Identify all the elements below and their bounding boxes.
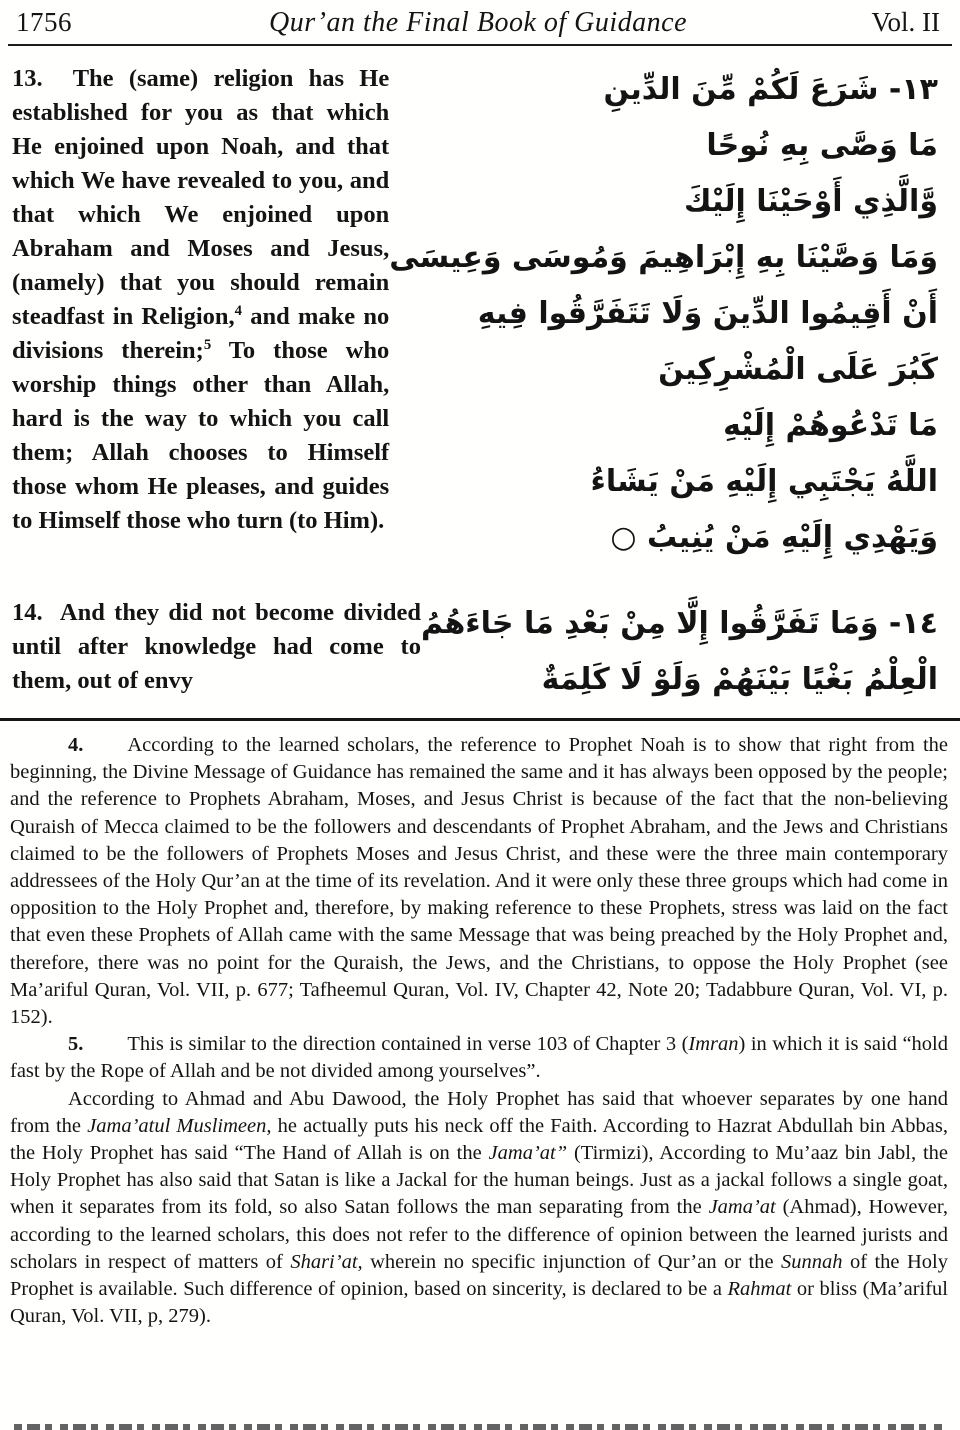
verse-14-row [12,596,944,708]
arabic-line: وَمَا وَصَّيْنَا بِهِ إِبْرَاهِيمَ وَمُوسَى وَعِيسَى [389,240,938,275]
footnote-5-number: 5. [68,1033,84,1056]
page-number: 1756 [16,7,72,37]
arabic-line: وَيَهْدِي إِلَيْهِ مَنْ يُنِيبُ ○ [610,520,938,555]
verse-13-row [12,62,944,566]
footnotes-section [0,718,960,1330]
footnote-5 [10,1031,948,1085]
arabic-line: الْعِلْمُ بَغْيًا بَيْنَهُمْ وَلَوْ لَا كَلِمَةٌ [541,662,938,697]
volume-label: Vol. II [871,7,940,37]
footnote-4-number: 4. [68,734,84,756]
footnote-continuation-paragraph: According to Ahmad and Abu Dawood, the Holy Prophet has said that whoever separates by one hand from the Jama’atul Muslimeen, he actually puts his neck off the Faith. According to Hazrat Abdullah bin Abbas, the Holy Prophet has said “The Hand of Allah is on the Jama’at” (Tirmizi), According to Mu’aaz bin Jabl, the Holy Prophet has also said that Satan is like a Jackal for the human beings. Just as a jackal follows a single goat, when it separates from its fold, so also Satan follows the man separating from the Jama’at (Ahmad), However, according to the learned scholars, this does not refer to the difference of opinion between the learned jurists and scholars in respect of matters of Shari’at, wherein no specific injunction of Qur’an or the Sunnah of the Holy Prophet is available. Such difference of opinion, based on sincerity, is declared to be a Rahmat or bliss (Ma’ariful Quran, Vol. VII, p, 279). [10,1087,948,1328]
page-header [0,0,960,43]
arabic-line: ١٤- وَمَا تَفَرَّقُوا إِلَّا مِنْ بَعْدِ مَا جَاءَهُمُ [420,606,938,641]
verses-section [0,46,960,708]
verse-13-english: 13. The (same) religion has He established for you as that which He enjoined upon Noah, and that which We have revealed to you, and that which We enjoined upon Abraham and Moses and Jesus, (namely) that you should remain steadfast in Religion,$^4$ and make no divisions therein;$^5$ To those who worship things other than Allah, hard is the way to which you call them; Allah chooses to Himself those whom He pleases, and guides to Himself those who turn (to Him). [12,65,390,534]
verse-14-english: 14. And they did not become divided until after knowledge had come to them, out of envy [12,599,421,694]
verse-14-arabic [421,596,944,708]
book-title: Qur’an the Final Book of Guidance [268,7,687,38]
verse-13-arabic [389,62,944,566]
arabic-line: كَبُرَ عَلَى الْمُشْرِكِينَ [658,352,938,387]
arabic-line: مَا تَدْعُوهُمْ إِلَيْهِ [723,408,938,443]
footnote-4 [10,732,948,1031]
arabic-line: أَنْ أَقِيمُوا الدِّينَ وَلَا تَتَفَرَّقُوا فِيهِ [477,296,938,331]
arabic-line: وَّالَّذِي أَوْحَيْنَا إِلَيْكَ [684,184,938,219]
clipped-text-line [14,1424,946,1430]
footnote-4-text: According to the learned scholars, the reference to Prophet Noah is to show that right from the beginning, the Divine Message of Guidance has remained the same and it has always been opposed by the people; and the reference to Prophets Abraham, Moses, and Jesus Christ is because of the fact that the non-believing Quraish of Mecca claimed to be the followers and descendants of Prophet Abraham, and the Jews and Christians claimed to be the followers of Prophets Moses and Jesus Christ, and these were the three main contemporary addressees of the Holy Qur’an at the time of its revelation. And it were only these three groups which had come in opposition to the Holy Prophet and, therefore, by making reference to these Prophets, stress was laid on the fact that even these Prophets of Allah came with the same Message that was being preached by the Holy Prophet and, therefore, there was no point for the Quraish, the Jews, and the Christians, to oppose the Holy Prophet (see Ma’ariful Quran, Vol. VII, p. 677; Tafheemul Quran, Vol. IV, Chapter 42, Note 20; Tadabbure Quran, Vol. VI, p. 152). [10,734,948,1029]
arabic-line: اللَّهُ يَجْتَبِي إِلَيْهِ مَنْ يَشَاءُ [590,464,938,499]
arabic-line: ١٣- شَرَعَ لَكُمْ مِّنَ الدِّينِ [603,72,938,107]
footnote-5-text: This is similar to the direction contained in verse 103 of Chapter 3 (Imran) in which it is said “hold fast by the Rope of Allah and be not divided among yourselves”. [10,1033,948,1083]
arabic-line: مَا وَصَّى بِهِ نُوحًا [706,128,938,163]
